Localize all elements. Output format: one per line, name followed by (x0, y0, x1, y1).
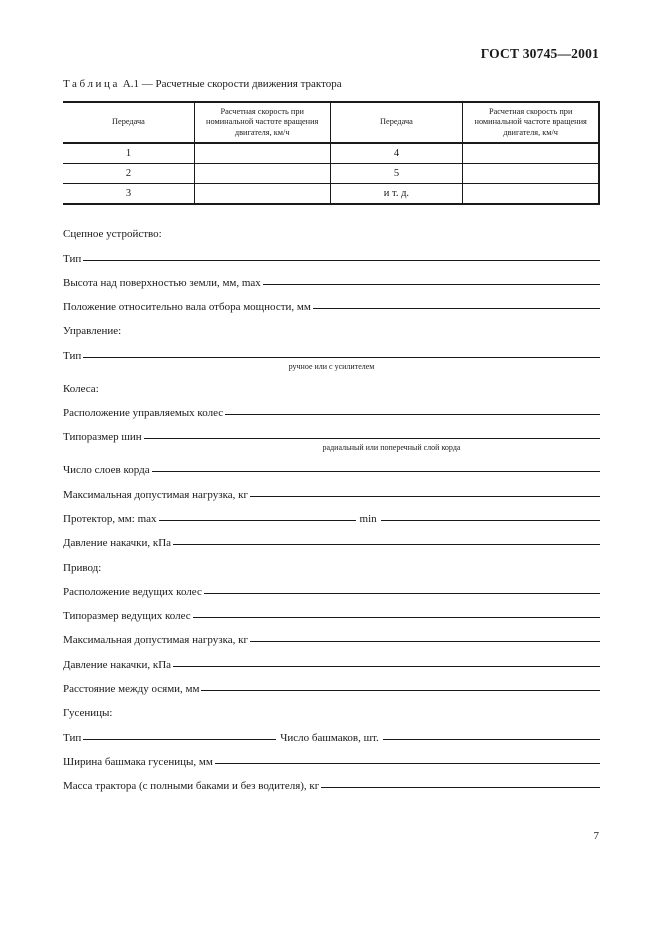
tracks-heading: Гусеницы: (63, 707, 113, 720)
tread-row (63, 501, 600, 525)
tire-size-field[interactable] (144, 438, 600, 439)
col-gear-1: Передача (63, 102, 194, 143)
drive-tire-size-label: Типоразмер ведущих колес (63, 610, 191, 623)
inflation-label: Давление накачки, кПа (63, 537, 172, 550)
tracks-heading-row (63, 695, 600, 719)
tracks-type-label: Тип (63, 731, 82, 744)
hitch-type-field[interactable] (83, 260, 600, 261)
speeds-table (63, 101, 600, 205)
hitch-position-field[interactable] (313, 308, 600, 309)
inflation-row (63, 525, 600, 549)
hitch-height-field[interactable] (263, 284, 600, 285)
col-speed-1: Расчетная скорость при номинальной частоте вращения двигателя, км/ч (194, 102, 330, 143)
steered-position-row (63, 395, 600, 419)
hitch-heading-row (63, 216, 600, 240)
max-load-row (63, 476, 600, 500)
shoe-width-field[interactable] (215, 763, 600, 764)
drive-inflation-field[interactable] (173, 666, 600, 667)
tread-min-field[interactable] (381, 520, 600, 521)
drive-inflation-label: Давление накачки, кПа (63, 658, 172, 671)
axle-distance-label: Расстояние между осями, мм (63, 683, 200, 696)
table-cell (194, 164, 330, 184)
tractor-mass-field[interactable] (321, 787, 600, 788)
steering-heading: Управление: (63, 325, 122, 338)
drive-max-load-field[interactable] (250, 641, 600, 642)
axle-distance-row (63, 671, 600, 695)
spec-form (63, 216, 600, 792)
hitch-type-label: Тип (63, 252, 82, 265)
table-cell (194, 143, 330, 164)
table-row (63, 143, 599, 164)
wheels-heading: Колеса: (63, 382, 99, 395)
drive-tire-size-field[interactable] (193, 617, 600, 618)
tire-size-row (63, 419, 600, 443)
drive-max-load-label: Максимальная допустимая нагрузка, кг (63, 634, 248, 647)
table-cell: 3 (63, 184, 194, 205)
tractor-mass-row (63, 768, 600, 792)
max-load-field[interactable] (250, 496, 600, 497)
drive-heading-row (63, 549, 600, 573)
steering-type-field[interactable] (83, 357, 600, 358)
table-cell: и т. д. (330, 184, 463, 205)
steering-type-label: Тип (63, 349, 82, 362)
steering-hint: ручное или с усилителем (288, 361, 375, 371)
table-cell: 1 (63, 143, 194, 164)
tractor-mass-label: Масса трактора (с полными баками и без водителя), кг (63, 780, 320, 793)
table-cell (463, 184, 599, 205)
shoe-count-field[interactable] (383, 739, 600, 740)
table-cell (463, 143, 599, 164)
col-gear-2: Передача (330, 102, 463, 143)
drive-position-row (63, 574, 600, 598)
drive-tire-size-row (63, 598, 600, 622)
tracks-row (63, 719, 600, 743)
table-cell: 4 (330, 143, 463, 164)
tire-hint: радиальный или поперечный слой корда (322, 443, 461, 453)
axle-distance-field[interactable] (201, 690, 600, 691)
drive-heading: Привод: (63, 561, 102, 574)
table-cell: 2 (63, 164, 194, 184)
table-row (63, 184, 599, 205)
hitch-height-label: Высота над поверхностью земли, мм, max (63, 276, 261, 289)
table-caption (63, 78, 342, 90)
inflation-field[interactable] (173, 544, 600, 545)
steered-position-field[interactable] (225, 414, 600, 415)
col-speed-2: Расчетная скорость при номинальной частоте вращения двигателя, км/ч (463, 102, 599, 143)
standard-number: ГОСТ 30745—2001 (480, 46, 599, 61)
steering-type-row (63, 337, 600, 361)
tread-min-label: min (359, 512, 377, 525)
caption-title: — Расчетные скорости движения трактора (141, 78, 342, 90)
table-header-row (63, 102, 599, 143)
tread-max-field[interactable] (159, 520, 356, 521)
hitch-position-row (63, 289, 600, 313)
table-cell (463, 164, 599, 184)
table-row (63, 164, 599, 184)
shoe-width-row (63, 744, 600, 768)
hitch-heading: Сцепное устройство: (63, 228, 162, 241)
table-cell (194, 184, 330, 205)
hitch-type-row (63, 240, 600, 264)
drive-position-field[interactable] (204, 593, 600, 594)
shoe-width-label: Ширина башмака гусеницы, мм (63, 755, 213, 768)
caption-label: Таблица (63, 78, 120, 90)
ply-count-field[interactable] (152, 471, 600, 472)
ply-count-label: Число слоев корда (63, 464, 150, 477)
shoe-count-label: Число башмаков, шт. (280, 731, 379, 744)
hitch-position-label: Положение относительно вала отбора мощности, мм (63, 301, 311, 314)
tracks-type-field[interactable] (83, 739, 276, 740)
page-number: 7 (593, 830, 599, 842)
drive-position-label: Расположение ведущих колес (63, 585, 202, 598)
tire-size-label: Типоразмер шин (63, 431, 142, 444)
table-cell: 5 (330, 164, 463, 184)
drive-inflation-row (63, 646, 600, 670)
tread-max-label: Протектор, мм: max (63, 512, 157, 525)
max-load-label: Максимальная допустимая нагрузка, кг (63, 488, 248, 501)
caption-number: А.1 (122, 78, 139, 90)
hitch-height-row (63, 265, 600, 289)
steered-position-label: Расположение управляемых колес (63, 407, 224, 420)
steering-heading-row (63, 313, 600, 337)
drive-max-load-row (63, 622, 600, 646)
